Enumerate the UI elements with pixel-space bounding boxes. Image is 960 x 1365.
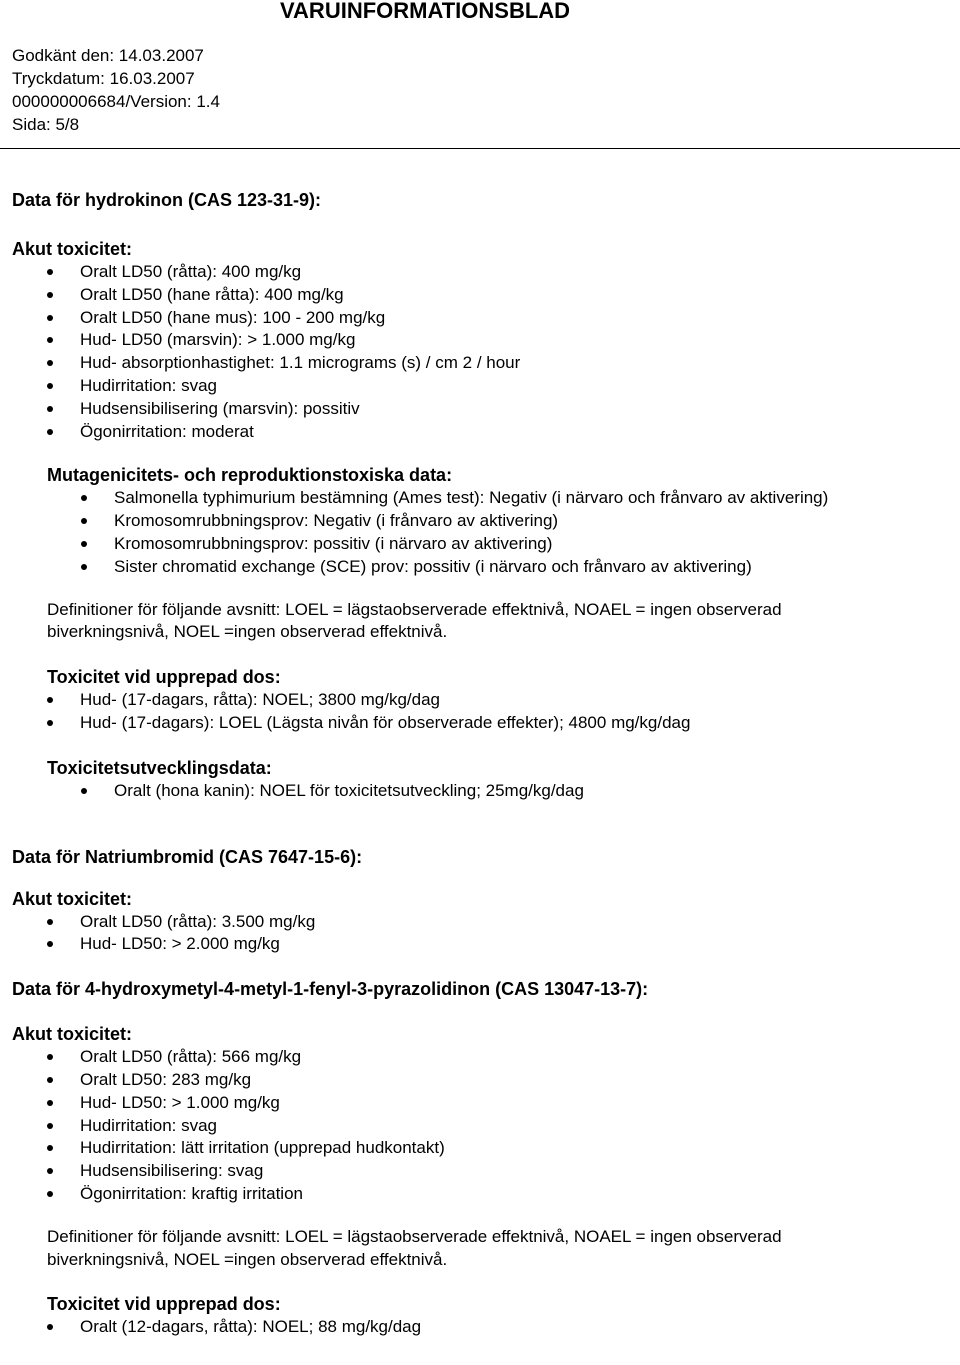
list-item: Hud- LD50: > 2.000 mg/kg — [0, 933, 960, 956]
bullet-icon — [47, 269, 53, 275]
definitions-paragraph: Definitioner för följande avsnitt: LOEL = lägstaobserverade effektnivå, NOAEL = ingen observerad biverkningsnivå, NOEL =ingen observerad effektnivå. — [47, 1226, 782, 1269]
bullet-icon — [47, 1324, 53, 1330]
list-item: Hud- LD50: > 1.000 mg/kg — [0, 1092, 960, 1115]
bullet-icon — [47, 292, 53, 298]
document-header-meta — [12, 44, 220, 136]
acute-toxicity-heading: Akut toxicitet: — [12, 1024, 133, 1045]
acute-toxicity-heading: Akut toxicitet: — [12, 888, 133, 909]
natriumbromid-acute-list — [0, 911, 960, 957]
mutagenicity-heading: Mutagenicitets- och reproduktionstoxiska data: — [47, 465, 453, 486]
list-item: Hudirritation: svag — [0, 1115, 960, 1138]
bullet-icon — [47, 406, 53, 412]
list-item: Oralt LD50 (råtta): 3.500 mg/kg — [0, 911, 960, 934]
bullet-icon — [47, 1054, 53, 1060]
list-item: Sister chromatid exchange (SCE) prov: possitiv (i närvaro och frånvaro av aktivering) — [0, 556, 960, 579]
bullet-icon — [47, 1168, 53, 1174]
hydrokinon-mutagen-list — [0, 487, 960, 578]
list-item: Salmonella typhimurium bestämning (Ames test): Negativ (i närvaro och frånvaro av aktivering) — [0, 487, 960, 510]
bullet-icon — [47, 941, 53, 947]
section-title-pyrazolidinon: Data för 4-hydroxymetyl-4-metyl-1-fenyl-3-pyrazolidinon (CAS 13047-13-7): — [12, 979, 649, 1000]
list-item: Hud- absorptionhastighet: 1.1 micrograms (s) / cm 2 / hour — [0, 352, 960, 375]
bullet-icon — [47, 720, 53, 726]
repeated-dose-heading: Toxicitet vid upprepad dos: — [47, 667, 281, 688]
list-item: Hudsensibilisering: svag — [0, 1160, 960, 1183]
list-item: Ögonirritation: kraftig irritation — [0, 1183, 960, 1206]
bullet-icon — [47, 1077, 53, 1083]
repeated-dose-heading: Toxicitet vid upprepad dos: — [47, 1294, 281, 1315]
list-item: Ögonirritation: moderat — [0, 421, 960, 444]
list-item: Oralt LD50: 283 mg/kg — [0, 1069, 960, 1092]
list-item: Hudsensibilisering (marsvin): possitiv — [0, 398, 960, 421]
list-item: Oralt LD50 (råtta): 400 mg/kg — [0, 261, 960, 284]
list-item: Hudirritation: lätt irritation (upprepad hudkontakt) — [0, 1137, 960, 1160]
hydrokinon-repeated-list — [0, 689, 960, 735]
page-number: Sida: 5/8 — [12, 115, 80, 134]
bullet-icon — [47, 919, 53, 925]
section-title-natriumbromid: Data för Natriumbromid (CAS 7647-15-6): — [12, 846, 363, 867]
bullet-icon — [47, 337, 53, 343]
pyrazolidinon-repeated-list — [0, 1316, 960, 1339]
hydrokinon-acute-list — [0, 261, 960, 443]
bullet-icon — [47, 315, 53, 321]
definitions-paragraph: Definitioner för följande avsnitt: LOEL = lägstaobserverade effektnivå, NOAEL = ingen observerad biverkningsnivå, NOEL =ingen observerad effektnivå. — [47, 599, 782, 642]
list-item: Kromosomrubbningsprov: possitiv (i närvaro av aktivering) — [0, 533, 960, 556]
hydrokinon-dev-list — [0, 780, 960, 803]
list-item: Hudirritation: svag — [0, 375, 960, 398]
version-number: 000000006684/Version: 1.4 — [12, 92, 220, 111]
document-content — [0, 188, 960, 1339]
bullet-icon — [47, 429, 53, 435]
approved-date: Godkänt den: 14.03.2007 — [12, 46, 204, 65]
developmental-toxicity-heading: Toxicitetsutvecklingsdata: — [47, 757, 272, 778]
section-title-hydrokinon: Data för hydrokinon (CAS 123-31-9): — [12, 190, 322, 210]
list-item: Hud- (17-dagars, råtta): NOEL; 3800 mg/kg/dag — [0, 689, 960, 712]
header-divider — [0, 148, 960, 149]
list-item: Oralt LD50 (råtta): 566 mg/kg — [0, 1046, 960, 1069]
bullet-icon — [47, 1123, 53, 1129]
list-item: Hud- (17-dagars): LOEL (Lägsta nivån för observerade effekter); 4800 mg/kg/dag — [0, 712, 960, 735]
bullet-icon — [81, 788, 87, 794]
pyrazolidinon-acute-list — [0, 1046, 960, 1206]
bullet-icon — [47, 697, 53, 703]
bullet-icon — [47, 1145, 53, 1151]
bullet-icon — [47, 360, 53, 366]
print-date: Tryckdatum: 16.03.2007 — [12, 69, 195, 88]
list-item: Oralt (hona kanin): NOEL för toxicitetsutveckling; 25mg/kg/dag — [0, 780, 960, 803]
bullet-icon — [47, 383, 53, 389]
list-item: Oralt LD50 (hane råtta): 400 mg/kg — [0, 284, 960, 307]
acute-toxicity-heading: Akut toxicitet: — [12, 239, 133, 259]
bullet-icon — [81, 518, 87, 524]
bullet-icon — [47, 1100, 53, 1106]
bullet-icon — [81, 541, 87, 547]
bullet-icon — [47, 1191, 53, 1197]
document-title: VARUINFORMATIONSBLAD — [280, 0, 571, 23]
list-item: Oralt LD50 (hane mus): 100 - 200 mg/kg — [0, 307, 960, 330]
bullet-icon — [81, 564, 87, 570]
list-item: Kromosomrubbningsprov: Negativ (i frånvaro av aktivering) — [0, 510, 960, 533]
bullet-icon — [81, 495, 87, 501]
list-item: Oralt (12-dagars, råtta): NOEL; 88 mg/kg/dag — [0, 1316, 960, 1339]
list-item: Hud- LD50 (marsvin): > 1.000 mg/kg — [0, 329, 960, 352]
